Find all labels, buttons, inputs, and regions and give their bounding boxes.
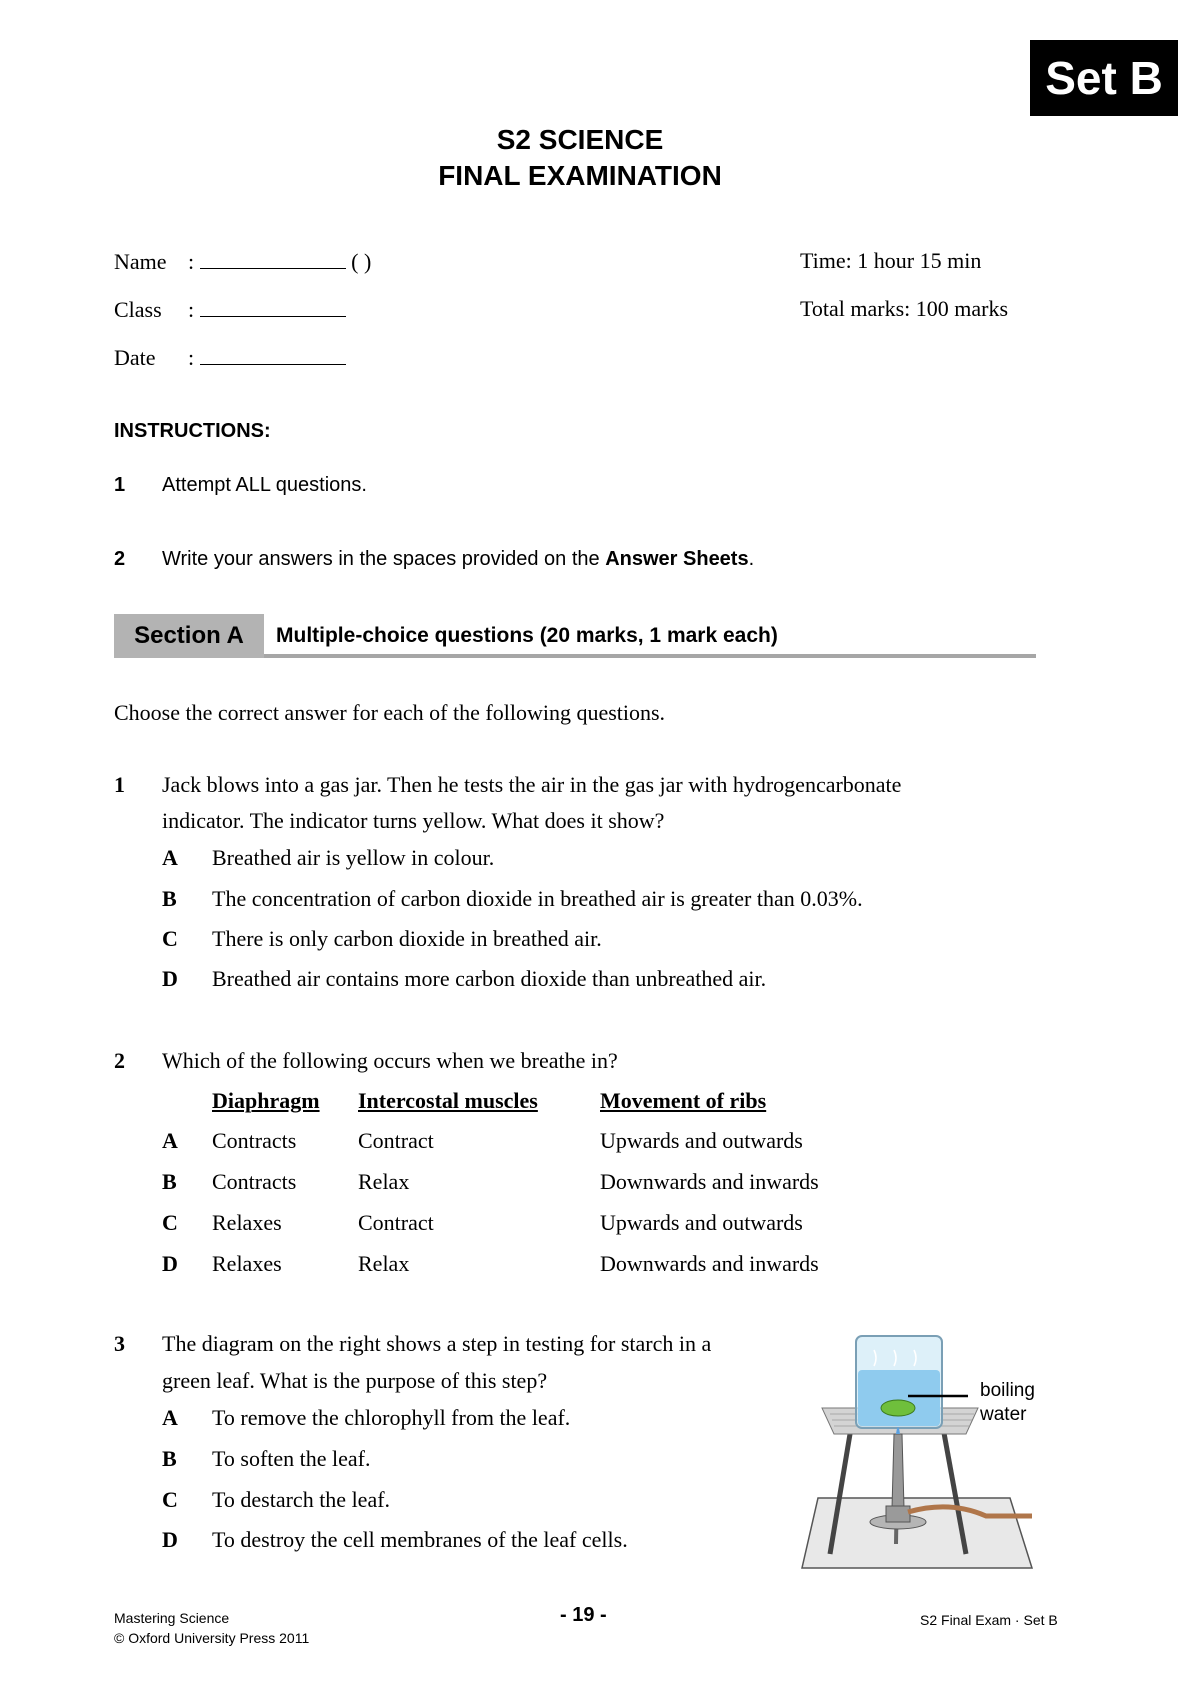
q3-option-letter: D <box>162 1527 178 1552</box>
footer-copyright: © Oxford University Press 2011 <box>114 1630 310 1646</box>
section-a-header <box>114 614 1036 658</box>
q2-option-b-intercostal[interactable]: Relax <box>358 1169 410 1194</box>
boiling-water-diagram <box>790 1330 1060 1575</box>
bunsen-beaker-illustration <box>790 1330 1060 1575</box>
q3-option-a[interactable]: To remove the chlorophyll from the leaf. <box>212 1405 571 1430</box>
question-3-text-line2: green leaf. What is the purpose of this step? <box>162 1368 548 1393</box>
class-number-brackets: ( ) <box>351 249 372 274</box>
exam-title-line1: S2 SCIENCE <box>496 124 664 155</box>
name-input-line[interactable] <box>200 248 346 269</box>
page-number: - 19 - <box>560 1604 607 1626</box>
answer-sheets-emphasis: Answer Sheets <box>605 548 749 570</box>
q1-option-c[interactable]: There is only carbon dioxide in breathed air. <box>212 926 602 951</box>
date-field-row <box>114 344 346 371</box>
q1-option-letter: C <box>162 926 178 951</box>
question-3-number: 3 <box>114 1331 125 1356</box>
footer-exam-label: S2 Final Exam · Set B <box>920 1612 1058 1628</box>
question-3-text-line1: The diagram on the right shows a step in testing for starch in a <box>162 1331 712 1356</box>
q2-option-b-diaphragm[interactable]: Contracts <box>212 1169 297 1194</box>
section-intro: Choose the correct answer for each of the following questions. <box>114 700 666 725</box>
q2-option-letter: C <box>162 1210 178 1235</box>
instruction-text-end: . <box>748 548 755 570</box>
q2-option-a-intercostal[interactable]: Contract <box>358 1128 434 1153</box>
q1-option-letter: D <box>162 966 178 991</box>
date-input-line[interactable] <box>200 344 346 365</box>
instruction-item-2 <box>114 548 754 571</box>
q2-option-b-ribs[interactable]: Downwards and inwards <box>600 1169 819 1194</box>
section-tag: Section A <box>114 614 264 658</box>
q2-option-d-diaphragm[interactable]: Relaxes <box>212 1251 282 1276</box>
instruction-number: 1 <box>114 474 126 496</box>
question-1-number: 1 <box>114 772 125 797</box>
name-label: Name <box>114 249 167 274</box>
q1-option-d[interactable]: Breathed air contains more carbon dioxide than unbreathed air. <box>212 966 767 991</box>
q2-option-c-diaphragm[interactable]: Relaxes <box>212 1210 282 1235</box>
q2-header-ribs: Movement of ribs <box>600 1088 767 1113</box>
q2-option-a-ribs[interactable]: Upwards and outwards <box>600 1128 803 1153</box>
q2-option-d-ribs[interactable]: Downwards and inwards <box>600 1251 819 1276</box>
q3-option-b[interactable]: To soften the leaf. <box>212 1446 371 1471</box>
q2-option-d-intercostal[interactable]: Relax <box>358 1251 410 1276</box>
q1-option-b[interactable]: The concentration of carbon dioxide in breathed air is greater than 0.03%. <box>212 886 863 911</box>
total-marks: Total marks: 100 marks <box>800 296 1009 321</box>
footer-publication: Mastering Science <box>114 1610 230 1626</box>
q2-option-c-intercostal[interactable]: Contract <box>358 1210 434 1235</box>
instruction-number: 2 <box>114 548 126 570</box>
q3-option-letter: B <box>162 1446 177 1471</box>
class-colon: : <box>188 297 195 322</box>
time-allowed: Time: 1 hour 15 min <box>800 248 982 273</box>
name-field-row <box>114 248 371 275</box>
date-label: Date <box>114 345 156 370</box>
q3-option-letter: A <box>162 1405 178 1430</box>
question-1-text-line2: indicator. The indicator turns yellow. What does it show? <box>162 808 665 833</box>
q1-option-a[interactable]: Breathed air is yellow in colour. <box>212 845 495 870</box>
q1-option-letter: A <box>162 845 178 870</box>
q3-option-letter: C <box>162 1487 178 1512</box>
q2-option-letter: D <box>162 1251 178 1276</box>
q2-option-letter: B <box>162 1169 177 1194</box>
q3-option-d[interactable]: To destroy the cell membranes of the leaf cells. <box>212 1527 628 1552</box>
question-1-text-line1: Jack blows into a gas jar. Then he tests the air in the gas jar with hydrogencarbonate <box>162 772 902 797</box>
name-colon: : <box>188 249 195 274</box>
exam-title-line2: FINAL EXAMINATION <box>438 160 722 191</box>
instruction-text: Attempt ALL questions. <box>162 474 367 496</box>
section-description: Multiple-choice questions (20 marks, 1 mark each) <box>276 624 778 647</box>
question-2-text: Which of the following occurs when we breathe in? <box>162 1048 618 1073</box>
q2-option-c-ribs[interactable]: Upwards and outwards <box>600 1210 803 1235</box>
q3-option-c[interactable]: To destarch the leaf. <box>212 1487 391 1512</box>
instructions-heading: INSTRUCTIONS: <box>114 420 271 442</box>
q2-header-diaphragm: Diaphragm <box>212 1088 320 1113</box>
class-label: Class <box>114 297 162 322</box>
set-badge: Set B <box>1030 40 1178 116</box>
q1-option-letter: B <box>162 886 177 911</box>
section-rule <box>264 654 1036 658</box>
class-input-line[interactable] <box>200 296 346 317</box>
diagram-label-line2: water <box>980 1404 1027 1425</box>
q2-option-a-diaphragm[interactable]: Contracts <box>212 1128 297 1153</box>
q2-header-intercostal: Intercostal muscles <box>358 1088 538 1113</box>
q2-option-letter: A <box>162 1128 178 1153</box>
class-field-row <box>114 296 346 323</box>
instruction-item-1 <box>114 474 367 497</box>
diagram-label-line1: boiling <box>980 1380 1035 1401</box>
question-2-number: 2 <box>114 1048 125 1073</box>
instruction-text: Write your answers in the spaces provided on the <box>162 548 606 570</box>
date-colon: : <box>188 345 195 370</box>
